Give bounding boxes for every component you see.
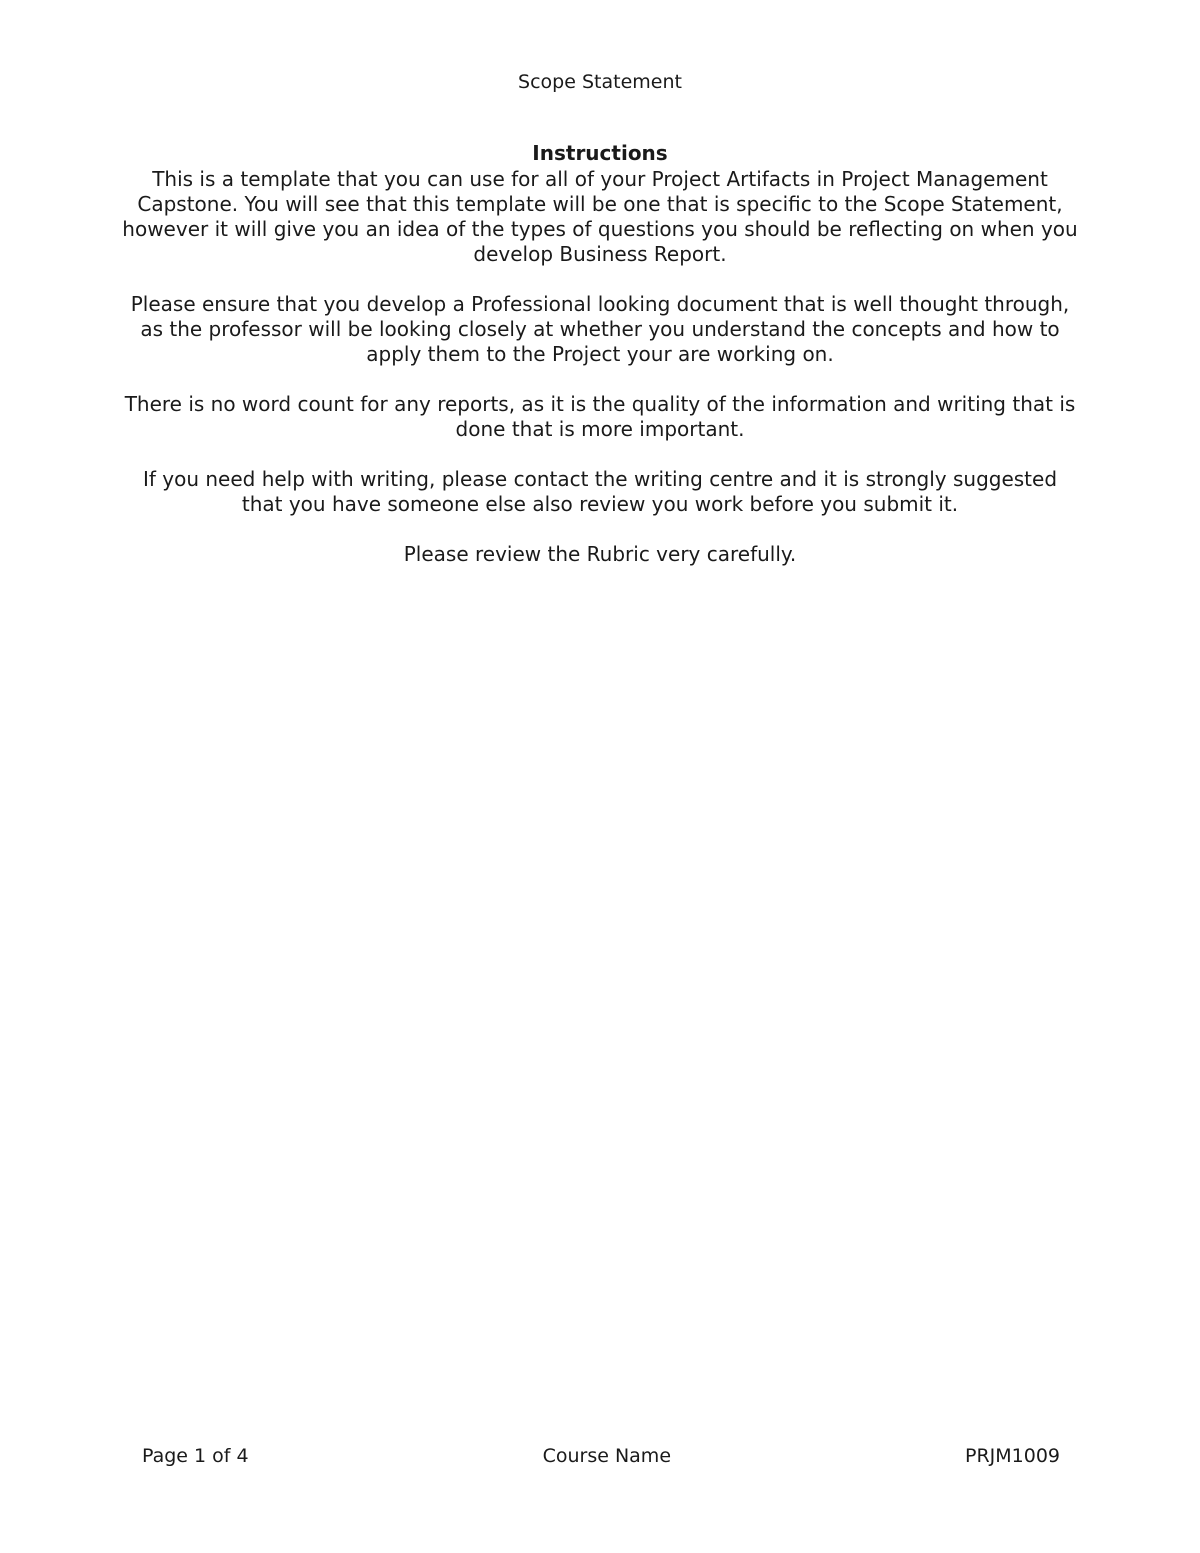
course-name: Course Name [542, 1445, 672, 1467]
instructions-paragraph-writing-help: If you need help with writing, please contact the writing centre and it is strongly suggested that you have someone else also review you work before you submit it. [142, 467, 1058, 516]
instructions-paragraph-template: This is a template that you can use for all of your Project Artifacts in Project Management Capstone. You will see that this template will be one that is specific to the Scope Statement, however it will give you an idea of the types of questions you should be reflecting on when you develop Business Report. [122, 167, 1078, 266]
document-body [120, 139, 1080, 592]
page-header [0, 70, 1200, 94]
instructions-paragraph-word-count: There is no word count for any reports, as it is the quality of the information and writing that is done that is more important. [124, 392, 1076, 441]
instructions-heading: Instructions [532, 141, 668, 165]
page-number: Page 1 of 4 [142, 1445, 249, 1467]
instructions-paragraph-professional: Please ensure that you develop a Professional looking document that is well thought through, as the professor will be looking closely at whether you understand the concepts and how to apply them to the Project your are working on. [130, 292, 1070, 366]
course-code: PRJM1009 [964, 1445, 1060, 1467]
instructions-paragraph-rubric: Please review the Rubric very carefully. [403, 542, 797, 566]
page-footer [142, 1444, 1060, 1468]
document-title: Scope Statement [518, 71, 682, 93]
